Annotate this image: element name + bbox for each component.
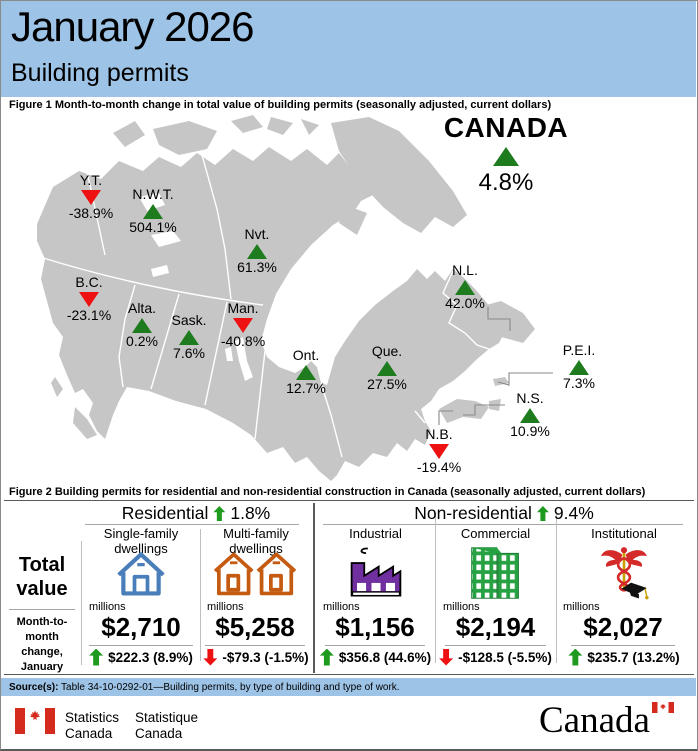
region-value: 7.6%	[173, 345, 205, 361]
region-value: 7.3%	[563, 375, 595, 391]
source-label: Source(s):	[9, 681, 59, 693]
column-header-multi-family: Multi-family dwellings	[223, 526, 289, 556]
change-single-family	[83, 646, 199, 668]
arctic-island	[231, 115, 263, 133]
column-header-single-family: Single-family dwellings	[103, 526, 179, 556]
region-name: Ont.	[292, 347, 320, 363]
change-text: $356.8 (44.6%)	[338, 649, 432, 665]
source-bar	[1, 678, 696, 696]
column-header-institutional: Institutional	[591, 526, 657, 541]
single-house-icon	[83, 544, 199, 602]
header-band	[1, 1, 696, 97]
residential-underline	[85, 524, 299, 525]
unit-label: millions	[323, 601, 360, 613]
trend-triangle-icon	[455, 280, 475, 295]
trend-arrow-icon	[89, 649, 103, 666]
region-value: 12.7%	[286, 380, 326, 396]
source-text	[9, 682, 400, 693]
trend-arrow-icon	[320, 649, 334, 666]
trend-triangle-icon	[377, 361, 397, 376]
region-name: P.E.I.	[562, 342, 596, 358]
wordmark-flag-icon	[652, 702, 674, 713]
multi-house-icon	[201, 544, 311, 602]
change-text: -$79.3 (-1.5%)	[222, 649, 309, 665]
total-value-industrial: $1,156	[325, 612, 425, 646]
group-header-nonresidential	[317, 503, 691, 524]
column-header-commercial: Commercial	[460, 526, 531, 541]
trend-triangle-icon	[143, 204, 163, 219]
region-name: Alta.	[127, 300, 156, 316]
figure2-caption: Figure 2 Building permits for residential and non-residential construction in Canada (seasonally adjusted, current dollars)	[9, 486, 646, 498]
region-value: 61.3%	[237, 259, 277, 275]
victoria-island	[153, 121, 217, 155]
table-top-rule	[4, 500, 694, 501]
source-body: Table 34-10-0292-01—Building permits, by type of building and type of work.	[58, 681, 400, 693]
change-multi-family	[199, 646, 313, 668]
column-separator	[435, 513, 436, 663]
trend-arrow-icon	[537, 506, 549, 521]
region-value: 10.9%	[510, 423, 550, 439]
figure1-caption: Figure 1 Month-to-month change in total value of building permits (seasonally adjusted, current dollars)	[9, 99, 552, 111]
region-marker-nl	[417, 263, 513, 311]
canada-summary	[396, 112, 616, 197]
month-change-label: Month-to-month change, January	[16, 616, 68, 673]
group-label: Residential	[121, 503, 209, 523]
arctic-island	[267, 117, 293, 135]
row-label-divider	[9, 609, 75, 610]
change-text: -$128.5 (-5.5%)	[458, 649, 552, 665]
region-marker-nwt	[105, 187, 201, 235]
group-value: 1.8%	[230, 503, 271, 523]
unit-label: millions	[563, 601, 600, 613]
statcan-french: Statistique Canada	[135, 710, 199, 741]
unit-label: millions	[443, 601, 480, 613]
region-marker-ns	[482, 391, 578, 439]
trend-triangle-icon	[296, 365, 316, 380]
change-commercial	[437, 646, 554, 668]
trend-arrow-icon	[203, 649, 217, 666]
statcan-signature	[15, 708, 198, 742]
region-value: -38.9%	[68, 205, 114, 221]
canada-value: 4.8%	[478, 169, 534, 196]
caduceus-gradcap-icon	[557, 544, 691, 602]
region-name: N.S.	[516, 390, 544, 406]
region-name: Nvt.	[244, 226, 270, 242]
region-value: -40.8%	[220, 333, 266, 349]
group-value: 9.4%	[553, 503, 594, 523]
total-value-institutional: $2,027	[571, 612, 675, 646]
region-value: -23.1%	[66, 307, 112, 323]
trend-triangle-icon	[569, 360, 589, 375]
region-marker-pei	[531, 343, 627, 391]
total-value-multi-family: $5,258	[205, 612, 305, 646]
factory-icon	[317, 544, 434, 602]
column-header-industrial: Industrial	[349, 526, 402, 541]
trend-triangle-icon	[520, 408, 540, 423]
region-name: Man.	[227, 300, 259, 316]
haida-gwaii	[51, 377, 63, 397]
change-industrial	[317, 646, 434, 668]
region-name: B.C.	[75, 274, 103, 290]
trend-arrow-icon	[568, 649, 582, 666]
region-value: 42.0%	[445, 295, 485, 311]
table-bottom-rule	[4, 674, 694, 675]
residential-nonresidential-divider	[313, 503, 315, 673]
region-name: Y.T.	[79, 172, 103, 188]
region-marker-nb	[391, 427, 487, 475]
region-name: N.B.	[425, 426, 453, 442]
statcan-english: Statistics Canada	[65, 710, 120, 741]
region-name: Sask.	[171, 312, 207, 328]
region-name: N.L.	[452, 262, 478, 278]
region-marker-nvt	[209, 227, 305, 275]
trend-arrow-icon	[213, 506, 225, 521]
page-subtitle: Building permits	[11, 59, 189, 87]
canada-flag-icon	[15, 708, 55, 734]
banks-island	[113, 121, 145, 147]
total-value-label: Total value	[16, 554, 68, 600]
region-name: Que.	[371, 343, 403, 359]
region-name: N.W.T.	[132, 186, 174, 202]
change-text: $222.3 (8.9%)	[108, 649, 193, 665]
change-institutional	[557, 646, 691, 668]
group-label: Non-residential	[414, 503, 532, 523]
region-value: 27.5%	[367, 376, 407, 392]
nonresidential-underline	[323, 524, 683, 525]
change-text: $235.7 (13.2%)	[587, 649, 680, 665]
canada-wordmark: Canada	[539, 700, 650, 741]
region-marker-man	[195, 301, 291, 349]
region-value: 504.1%	[129, 219, 177, 235]
trend-triangle-icon	[247, 244, 267, 259]
region-value: -19.4%	[416, 459, 462, 475]
unit-label: millions	[207, 601, 244, 613]
canada-label: CANADA	[443, 112, 569, 143]
region-value: 0.2%	[126, 333, 158, 349]
region-marker-que	[339, 344, 435, 392]
canada-trend-triangle	[493, 147, 519, 166]
total-value-single-family: $2,710	[89, 612, 193, 646]
column-separator	[81, 541, 82, 665]
arctic-island	[301, 119, 319, 135]
trend-arrow-icon	[439, 649, 453, 666]
trend-triangle-icon	[233, 318, 253, 333]
trend-triangle-icon	[429, 444, 449, 459]
unit-label: millions	[89, 601, 126, 613]
page-title: January 2026	[11, 3, 254, 50]
total-value-commercial: $2,194	[445, 612, 546, 646]
building-icon	[437, 544, 554, 602]
group-header-residential	[81, 503, 311, 524]
trend-triangle-icon	[81, 190, 101, 205]
